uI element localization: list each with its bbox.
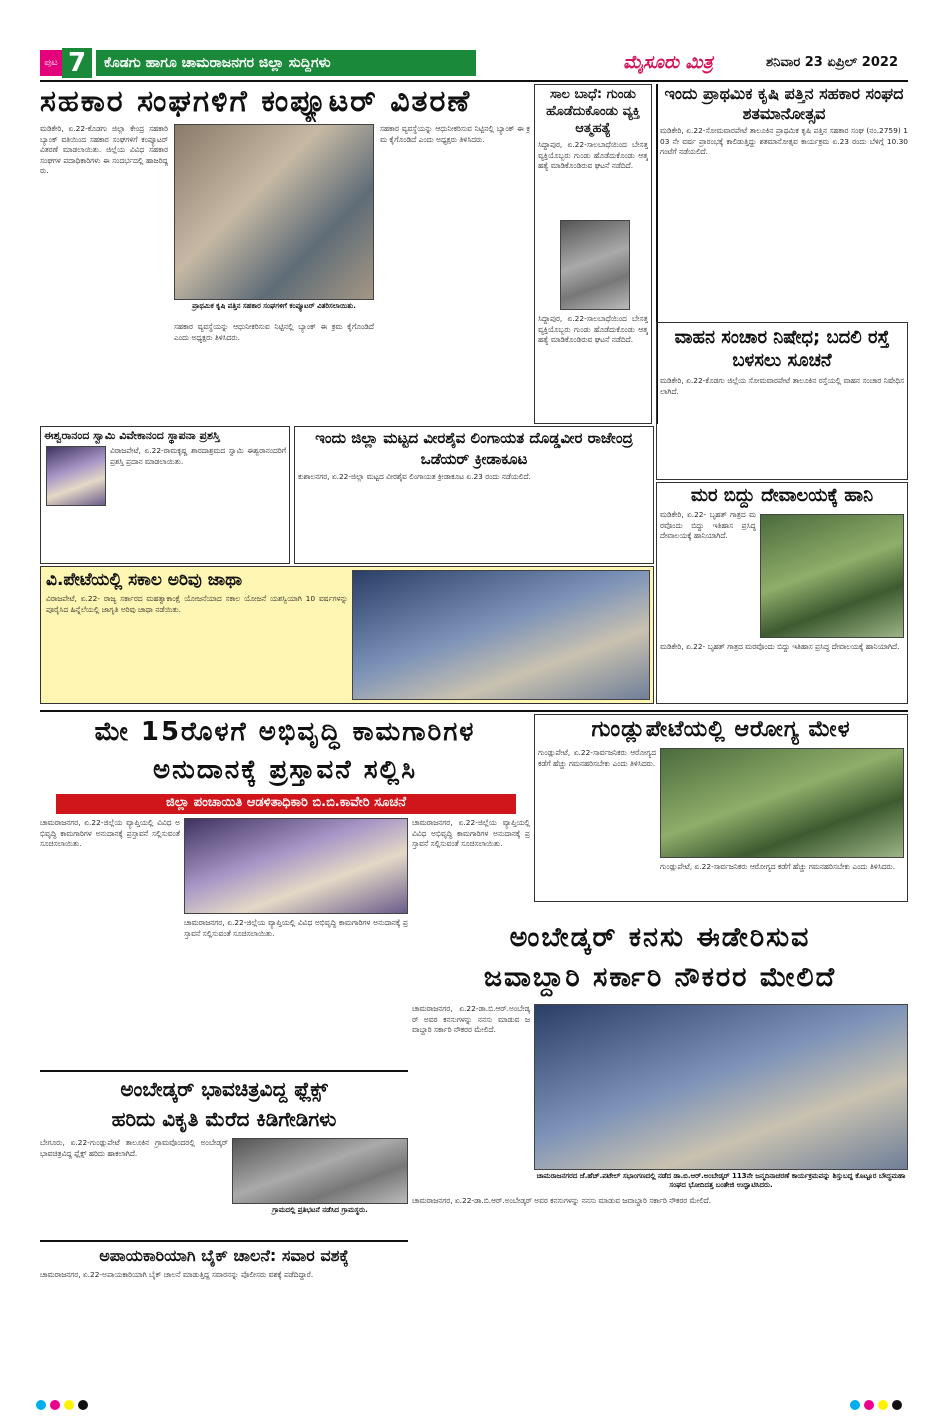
story1-headline: ಸಹಕಾರ ಸಂಘಗಳಿಗೆ ಕಂಪ್ಯೂಟರ್ ವಿತರಣೆ [40, 84, 472, 119]
brief1-headline: ಸಾಲ ಬಾಧೆ: ಗುಂಡು ಹೊಡೆದುಕೊಂಡು ವ್ಯಕ್ತಿ ಆತ್ಮಹತ್ಯೆ [546, 87, 640, 136]
registration-mark-cyan [36, 1400, 46, 1410]
story10-photo-caption: ಚಾಮರಾಜನಗರದ ಜೆ.ಹೆಚ್.ಪಟೇಲ್ ಸಭಾಂಗಣದಲ್ಲಿ ನಡೆದ ಡಾ.ಬಿ.ಆರ್.ಅಂಬೇಡ್ಕರ್ 113ನೇ ಜನ್ಮದಿನಾಚರಣೆ ಕಾರ್ಯಕ್ರಮವನ್ನು ಶಿಸ್ತುಬದ್ದ ಕೊಟ್ಟೂರ ಬೌದ್ಧಮಹಾ ಸಂಘದ ಭೋದಿದತ್ತ ಬಂತೇಜಿ ಉದ್ಘಾಟಿಸಿದರು. [536, 1172, 906, 1189]
story1-col2: ಸಹಕಾರ ವ್ಯವಸ್ಥೆಯನ್ನು ಆಧುನೀಕರಿಸುವ ನಿಟ್ಟಿನಲ್ಲಿ ಬ್ಯಾಂಕ್ ಈ ಕ್ರಮ ಕೈಗೊಂಡಿದೆ ಎಂದು ಅಧ್ಯಕ್ಷರು ತಿಳಿಸಿದರು. [174, 322, 374, 342]
story3-photo [46, 446, 106, 506]
story8-col3: ಚಾಮರಾಜನಗರ, ಏ.22-ಜಿಲ್ಲೆಯ ವ್ಯಾಪ್ತಿಯಲ್ಲಿ ವಿವಿಧ ಅಭಿವೃದ್ಧಿ ಕಾಮಗಾರಿಗಳ ಅನುದಾನಕ್ಕೆ ಪ್ರಸ್ತಾವನೆ ಸಲ್ಲಿಸುವಂತೆ ಸೂಚಿಸಲಾಯಿತು. [412, 818, 530, 849]
story7-photo [352, 570, 650, 700]
story2-headline: ಇಂದು ಪ್ರಾಥಮಿಕ ಕೃಷಿ ಪತ್ತಿನ ಸಹಕಾರ ಸಂಘದ ಶತಮಾನೋತ್ಸವ [664, 84, 904, 123]
registration-mark-yellow-right [878, 1400, 888, 1410]
brief1-body: ಸಿದ್ದಾಪುರ, ಏ.22-ಸಾಲಬಾಧೆಯಿಂದ ಬೇಸತ್ತ ವ್ಯಕ್ತಿಯೊಬ್ಬರು ಗುಂಡು ಹೊಡೆದುಕೊಂಡು ಆತ್ಮಹತ್ಯೆ ಮಾಡಿಕೊಂಡಿರುವ ಘಟನೆ ನಡೆದಿದೆ. [538, 140, 648, 171]
story8-headline-line2: ಅನುದಾನಕ್ಕೆ ಪ್ರಸ್ತಾವನೆ ಸಲ್ಲಿಸಿ [152, 755, 418, 785]
story7-body: ವಿರಾಜಪೇಟೆ, ಏ.22- ರಾಜ್ಯ ಸರ್ಕಾರದ ಮಹತ್ವಾಕಾಂಕ್ಷೆ ಯೋಜನೆಯಾದ ಸಕಾಲ ಯೋಜನೆ ಯಶಸ್ವಿಯಾಗಿ 10 ವರ್ಷಗಳನ್ನು ಪೂರೈಸಿದ ಹಿನ್ನೆಲೆಯಲ್ಲಿ ಜಾಗೃತಿ ಅರಿವು ಜಾಥಾ ನಡೆಯಿತು. [46, 594, 348, 614]
registration-mark-magenta-right [864, 1400, 874, 1410]
section-rule [40, 710, 908, 712]
story8-col2: ಚಾಮರಾಜನಗರ, ಏ.22-ಜಿಲ್ಲೆಯ ವ್ಯಾಪ್ತಿಯಲ್ಲಿ ವಿವಿಧ ಅಭಿವೃದ್ಧಿ ಕಾಮಗಾರಿಗಳ ಅನುದಾನಕ್ಕೆ ಪ್ರಸ್ತಾವನೆ ಸಲ್ಲಿಸುವಂತೆ ಸೂಚಿಸಲಾಯಿತು. [184, 918, 408, 938]
registration-mark-cyan-right [850, 1400, 860, 1410]
story11-body: ಬೇಗೂರು, ಏ.22-ಗುಂಡ್ಲುಪೇಟೆ ತಾಲೂಕಿನ ಗ್ರಾಮವೊಂದರಲ್ಲಿ ಅಂಬೇಡ್ಕರ್ ಭಾವಚಿತ್ರವಿದ್ದ ಫ್ಲೆಕ್ಸ್ ಹರಿದು ಹಾಕಲಾಗಿದೆ. [40, 1138, 228, 1158]
story1-col3: ಸಹಕಾರ ವ್ಯವಸ್ಥೆಯನ್ನು ಆಧುನೀಕರಿಸುವ ನಿಟ್ಟಿನಲ್ಲಿ ಬ್ಯಾಂಕ್ ಈ ಕ್ರಮ ಕೈಗೊಂಡಿದೆ ಎಂದು ಅಧ್ಯಕ್ಷರು ತಿಳಿಸಿದರು. [380, 124, 530, 144]
story11-photo [232, 1138, 408, 1204]
story9-col1: ಗುಂಡ್ಲುಪೇಟೆ, ಏ.22-ಸಾರ್ವಜನಿಕರು ಆರೋಗ್ಯದ ಕಡೆಗೆ ಹೆಚ್ಚು ಗಮನಹರಿಸಬೇಕು ಎಂದು ತಿಳಿಸಿದರು. [538, 748, 656, 768]
story9-col2: ಗುಂಡ್ಲುಪೇಟೆ, ಏ.22-ಸಾರ್ವಜನಿಕರು ಆರೋಗ್ಯದ ಕಡೆಗೆ ಹೆಚ್ಚು ಗಮನಹರಿಸಬೇಕು ಎಂದು ತಿಳಿಸಿದರು. [660, 862, 896, 871]
story10-col1: ಚಾಮರಾಜನಗರ, ಏ.22-ಡಾ.ಬಿ.ಆರ್.ಅಂಬೇಡ್ಕರ್ ಅವರ ಕನಸುಗಳನ್ನು ನನಸು ಮಾಡುವ ಜವಾಬ್ದಾರಿ ಸರ್ಕಾರಿ ನೌಕರರ ಮೇಲಿದೆ. [412, 1004, 530, 1035]
story5-headline: ವಾಹನ ಸಂಚಾರ ನಿಷೇಧ; ಬದಲಿ ರಸ್ತೆ ಬಳಸಲು ಸೂಚನೆ [674, 327, 890, 371]
story12-headline: ಅಪಾಯಕಾರಿಯಾಗಿ ಬೈಕ್ ಚಾಲನೆ: ಸವಾರ ವಶಕ್ಕೆ [99, 1246, 349, 1265]
story10-body-cont: ಚಾಮರಾಜನಗರ, ಏ.22-ಡಾ.ಬಿ.ಆರ್.ಅಂಬೇಡ್ಕರ್ ಅವರ ಕನಸುಗಳನ್ನು ನನಸು ಮಾಡುವ ಜವಾಬ್ದಾರಿ ಸರ್ಕಾರಿ ನೌಕರರ ಮೇಲಿದೆ. [412, 1196, 712, 1205]
story10-headline-line2: ಜವಾಬ್ದಾರಿ ಸರ್ಕಾರಿ ನೌಕರರ ಮೇಲಿದೆ [483, 962, 837, 993]
story10-headline-line1: ಅಂಬೇಡ್ಕರ್ ಕನಸು ಈಡೇರಿಸುವ [509, 922, 811, 953]
registration-mark-black-right [892, 1400, 902, 1410]
story3-headline: ಈಶ್ವರಾನಂದ ಸ್ವಾಮಿ ವಿವೇಕಾನಂದ ಸ್ಥಾಪನಾ ಪ್ರಶಸ್ತಿ [44, 429, 220, 442]
story9-headline: ಗುಂಡ್ಲುಪೇಟೆಯಲ್ಲಿ ಆರೋಗ್ಯ ಮೇಳ [591, 717, 851, 742]
story11-photo-caption: ಗ್ರಾಮದಲ್ಲಿ ಪ್ರತಿಭಟನೆ ನಡೆಸಿದ ಗ್ರಾಮಸ್ಥರು. [272, 1206, 368, 1214]
story1-photo [174, 124, 374, 300]
story10-photo [534, 1004, 908, 1170]
story8-col1: ಚಾಮರಾಜನಗರ, ಏ.22-ಜಿಲ್ಲೆಯ ವ್ಯಾಪ್ತಿಯಲ್ಲಿ ವಿವಿಧ ಅಭಿವೃದ್ಧಿ ಕಾಮಗಾರಿಗಳ ಅನುದಾನಕ್ಕೆ ಪ್ರಸ್ತಾವನೆ ಸಲ್ಲಿಸುವಂತೆ ಸೂಚಿಸಲಾಯಿತು. [40, 818, 180, 849]
issue-date: ಶನಿವಾರ 23 ಏಪ್ರಿಲ್ 2022 [766, 55, 898, 70]
page-number: 7 [62, 48, 92, 78]
story8-subhead: ಜಿಲ್ಲಾ ಪಂಚಾಯಿತಿ ಆಡಳಿತಾಧಿಕಾರಿ ಬಿ.ಬಿ.ಕಾವೇರಿ ಸೂಚನೆ [56, 794, 516, 814]
story5-body: ಮಡಿಕೇರಿ, ಏ.22-ಕೊಡಗು ಜಿಲ್ಲೆಯ ಸೋಮವಾರಪೇಟೆ ತಾಲೂಕಿನ ರಸ್ತೆಯಲ್ಲಿ ವಾಹನ ಸಂಚಾರ ನಿಷೇಧಿಸಲಾಗಿದೆ. [660, 376, 904, 396]
story4-headline: ಇಂದು ಜಿಲ್ಲಾ ಮಟ್ಟದ ವೀರಶೈವ ಲಿಂಗಾಯತ ದೊಡ್ಡವೀರ ರಾಜೇಂದ್ರ ಒಡೆಯರ್ ಕ್ರೀಡಾಕೂಟ [315, 429, 633, 468]
registration-mark-yellow [64, 1400, 74, 1410]
brief1-body-cont: ಸಿದ್ದಾಪುರ, ಏ.22-ಸಾಲಬಾಧೆಯಿಂದ ಬೇಸತ್ತ ವ್ಯಕ್ತಿಯೊಬ್ಬರು ಗುಂಡು ಹೊಡೆದುಕೊಂಡು ಆತ್ಮಹತ್ಯೆ ಮಾಡಿಕೊಂಡಿರುವ ಘಟನೆ ನಡೆದಿದೆ. [538, 314, 648, 345]
section-rule-2 [40, 1070, 408, 1072]
story8-photo [184, 818, 408, 914]
story6-body: ಮಡಿಕೇರಿ, ಏ.22- ಬೃಹತ್ ಗಾತ್ರದ ಮರವೊಂದು ಬಿದ್ದು ಇತಿಹಾಸ ಪ್ರಸಿದ್ಧ ದೇವಾಲಯಕ್ಕೆ ಹಾನಿಯಾಗಿದೆ. [660, 510, 756, 541]
registration-mark-magenta [50, 1400, 60, 1410]
brief1-portrait [560, 220, 630, 310]
story6-headline: ಮರ ಬಿದ್ದು ದೇವಾಲಯಕ್ಕೆ ಹಾನಿ [690, 485, 874, 506]
story1-photo-caption: ಪ್ರಾಥಮಿಕ ಕೃಷಿ ಪತ್ತಿನ ಸಹಕಾರ ಸಂಘಗಳಿಗೆ ಕಂಪ್ಯೂಟರ್ ವಿತರಿಸಲಾಯಿತು. [192, 302, 356, 310]
story6-photo [760, 514, 904, 638]
story6-body-cont: ಮಡಿಕೇರಿ, ಏ.22- ಬೃಹತ್ ಗಾತ್ರದ ಮರವೊಂದು ಬಿದ್ದು ಇತಿಹಾಸ ಪ್ರಸಿದ್ಧ ದೇವಾಲಯಕ್ಕೆ ಹಾನಿಯಾಗಿದೆ. [660, 642, 900, 651]
story11-headline-line2: ಹರಿದು ವಿಕೃತಿ ಮೆರೆದ ಕಿಡಿಗೇಡಿಗಳು [111, 1107, 337, 1131]
story11-headline-line1: ಅಂಬೇಡ್ಕರ್ ಭಾವಚಿತ್ರವಿದ್ದ ಫ್ಲೆಕ್ಸ್ [120, 1077, 328, 1101]
story12-body: ಚಾಮರಾಜನಗರ, ಏ.22-ಅಪಾಯಕಾರಿಯಾಗಿ ಬೈಕ್ ಚಾಲನೆ ಮಾಡುತ್ತಿದ್ದ ಸವಾರನನ್ನು ಪೊಲೀಸರು ವಶಕ್ಕೆ ಪಡೆದಿದ್ದಾರೆ. [40, 1270, 314, 1279]
story3-body: ವಿರಾಜಪೇಟೆ, ಏ.22-ರಾಮಕೃಷ್ಣ ಶಾರದಾಶ್ರಮದ ಸ್ವಾಮಿ ಈಶ್ವರಾನಂದರಿಗೆ ಪ್ರಶಸ್ತಿ ಪ್ರದಾನ ಮಾಡಲಾಯಿತು. [110, 446, 286, 466]
story7-headline: ವಿ.ಪೇಟೆಯಲ್ಲಿ ಸಕಾಲ ಅರಿವು ಜಾಥಾ [46, 570, 243, 590]
page-label: ಪುಟ [40, 50, 62, 76]
story9-photo [660, 748, 904, 858]
registration-mark-black [78, 1400, 88, 1410]
paper-logo: ಮೈಸೂರು ಮಿತ್ರ [623, 52, 713, 73]
story1-col1: ಮಡಿಕೇರಿ, ಏ.22-ಕೊಡಗು ಜಿಲ್ಲಾ ಕೇಂದ್ರ ಸಹಕಾರಿ ಬ್ಯಾಂಕ್ ವತಿಯಿಂದ ಸಹಕಾರ ಸಂಘಗಳಿಗೆ ಕಂಪ್ಯೂಟರ್ ವಿತರಣೆ ಮಾಡಲಾಯಿತು. ಜಿಲ್ಲೆಯ ವಿವಿಧ ಸಹಕಾರ ಸಂಘಗಳ ಪದಾಧಿಕಾರಿಗಳು ಈ ಸಂದರ್ಭದಲ್ಲಿ ಹಾಜರಿದ್ದರು. [40, 124, 168, 176]
story2-body: ಮಡಿಕೇರಿ, ಏ.22-ಸೋಮವಾರಪೇಟೆ ತಾಲೂಕಿನ ಪ್ರಾಥಮಿಕ ಕೃಷಿ ಪತ್ತಿನ ಸಹಕಾರ ಸಂಘ (ನಂ.2759) 103 ನೇ ವರ್ಷ ಪ್ರಾರಂಭಕ್ಕೆ ಕಾಲಿಡುತ್ತಿದ್ದು ಶತಮಾನೋತ್ಸವ ಕಾರ್ಯಕ್ರಮ ಏ.23 ರಂದು ಬೆಳಿಗ್ಗೆ 10.30 ಗಂಟೆಗೆ ನಡೆಯಲಿದೆ. [660, 126, 908, 157]
masthead-rule [40, 80, 908, 82]
section-rule-3 [40, 1240, 408, 1242]
story4-body: ಕುಶಾಲನಗರ, ಏ.22-ಜಿಲ್ಲಾ ಮಟ್ಟದ ವೀರಶೈವ ಲಿಂಗಾಯತ ಕ್ರೀಡಾಕೂಟ ಏ.23 ರಂದು ನಡೆಯಲಿದೆ. [298, 472, 531, 481]
story8-headline-line1: ಮೇ 15ರೊಳಗೆ ಅಭಿವೃದ್ಧಿ ಕಾಮಗಾರಿಗಳ [94, 717, 476, 747]
section-title: ಕೊಡಗು ಹಾಗೂ ಚಾಮರಾಜನಗರ ಜಿಲ್ಲಾ ಸುದ್ದಿಗಳು [96, 50, 476, 76]
